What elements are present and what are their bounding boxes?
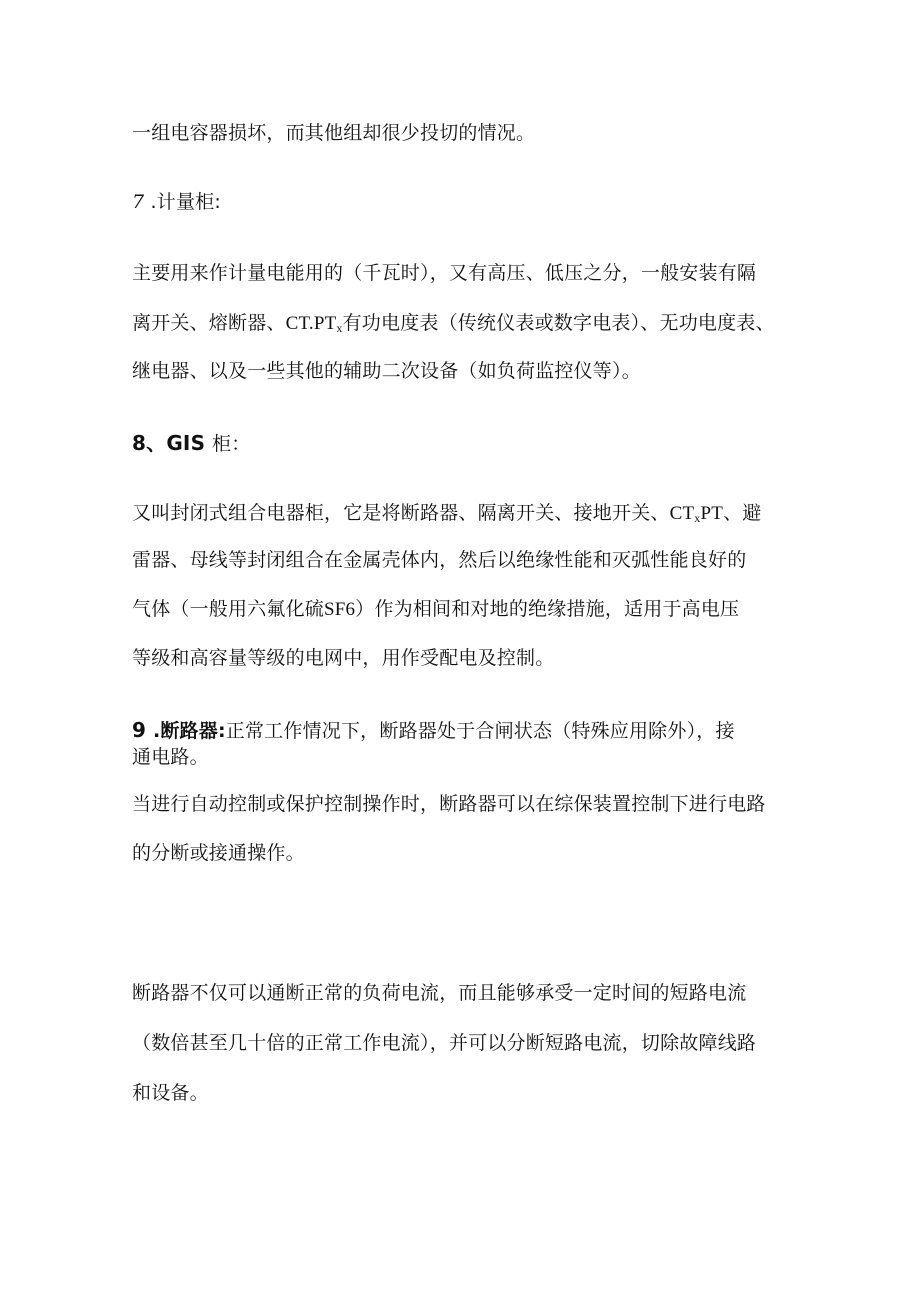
section-9-heading xyxy=(132,717,735,744)
ct-pt-term: CT.PT xyxy=(285,313,337,334)
section-8-text: 等级和高容量等级的电网中，用作受配电及控制。 xyxy=(132,647,555,669)
ct-term: CT xyxy=(669,503,695,524)
section-7-text: 有功电度表（传统仪表或数字电表）、无功电度表、 xyxy=(342,312,775,334)
section-9-body-line-3 xyxy=(132,791,766,817)
section-8-heading xyxy=(132,430,250,457)
section-8-body-line-3 xyxy=(132,596,739,623)
section-9-text: 当进行自动控制或保护控制操作时，断路器可以在综保装置控制下进行电路 xyxy=(132,793,766,815)
intro-text: 一组电容器损坏，而其他组却很少投切的情况。 xyxy=(132,122,536,144)
section-8-body-line-2 xyxy=(132,547,746,573)
section-8-title: 柜： xyxy=(212,433,251,455)
sf6-term: SF6 xyxy=(324,599,356,620)
section-7-text: 继电器、以及一些其他的辅助二次设备（如负荷监控仪等）。 xyxy=(132,360,641,382)
section-8-body-line-1 xyxy=(132,500,761,531)
closing-text: 断路器不仅可以通断正常的负荷电流，而且能够承受一定时间的短路电流 xyxy=(132,982,747,1004)
closing-paragraph-line-3 xyxy=(132,1080,209,1106)
section-7-text: 主要用来作计量电能用的（千瓦时），又有高压、低压之分，一般安装有隔 xyxy=(132,262,757,284)
section-7-body-line-2 xyxy=(132,310,775,341)
closing-paragraph-line-2 xyxy=(132,1030,756,1056)
section-8-text: 又叫封闭式组合电器柜，它是将断路器、隔离开关、接地开关、 xyxy=(132,502,670,524)
section-8-text: ）作为相间和对地的绝缘措施，适用于高电压 xyxy=(355,598,740,620)
closing-text: （数倍甚至几十倍的正常工作电流），并可以分断短路电流，切除故障线路 xyxy=(132,1032,757,1054)
section-8-body-line-4 xyxy=(132,645,554,671)
section-8-number: 8、GIS xyxy=(132,431,206,455)
pt-term: PT xyxy=(700,503,724,524)
section-9-title: .断路器: xyxy=(146,720,226,742)
section-8-text: 气体（一般用六氟化硫 xyxy=(132,598,325,620)
closing-paragraph-line-1 xyxy=(132,980,746,1006)
section-7-heading xyxy=(132,189,221,215)
section-9-body-line-4 xyxy=(132,840,305,866)
section-8-text: 雷器、母线等封闭组合在金属壳体内，然后以绝缘性能和灭弧性能良好的 xyxy=(132,549,747,571)
section-7-title: .计量柜: xyxy=(144,191,221,213)
section-7-number: 7 xyxy=(132,191,145,213)
closing-text: 和设备。 xyxy=(132,1082,209,1104)
section-9-number: 9 xyxy=(132,718,147,742)
subscript-x: x xyxy=(694,511,701,525)
section-9-text: 的分断或接通操作。 xyxy=(132,842,305,864)
section-9-body-line-2 xyxy=(132,744,209,770)
section-7-body-line-1 xyxy=(132,260,756,286)
section-9-text: 通电路。 xyxy=(132,746,209,768)
intro-paragraph xyxy=(132,120,535,146)
section-7-body-line-3 xyxy=(132,358,641,384)
section-8-text: 、避 xyxy=(723,502,762,524)
subscript-x: x xyxy=(336,321,343,335)
section-7-text: 离开关、熔断器、 xyxy=(132,312,286,334)
section-9-text: 正常工作情况下，断路器处于合闸状态（特殊应用除外），接 xyxy=(225,720,735,742)
